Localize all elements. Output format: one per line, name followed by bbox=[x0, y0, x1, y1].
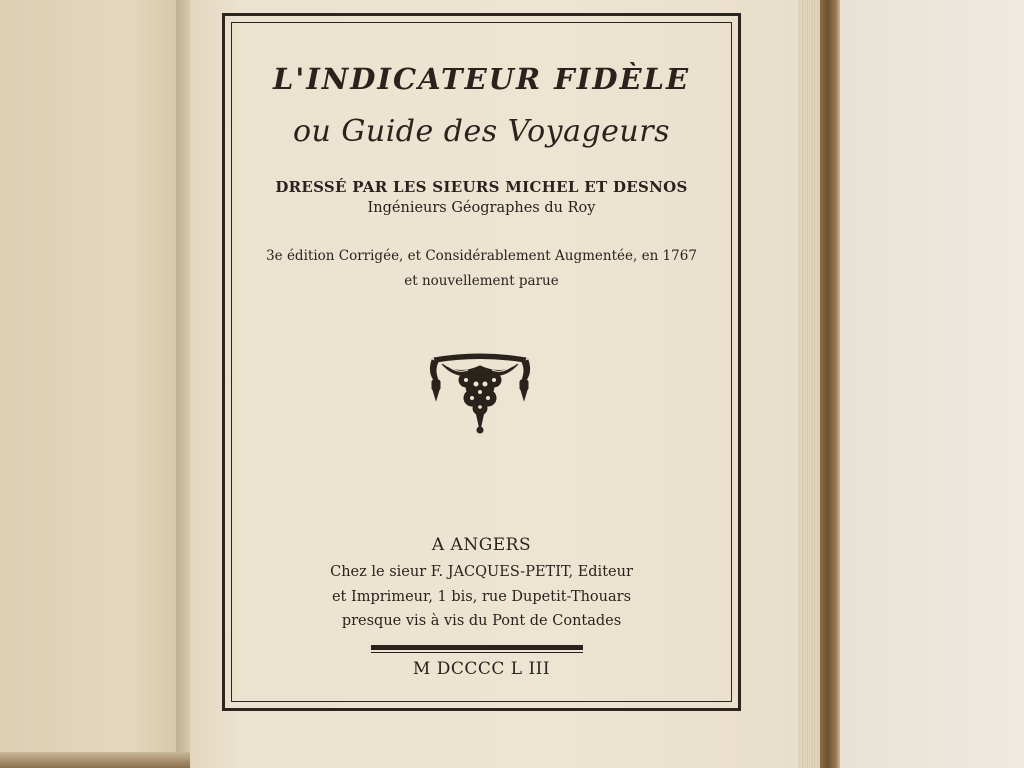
authors-line: DRESSÉ PAR LES SIEURS MICHEL ET DESNOS bbox=[275, 178, 688, 196]
authors-role: Ingénieurs Géographes du Roy bbox=[367, 200, 596, 216]
table-surface bbox=[840, 0, 1024, 768]
divider-rule bbox=[371, 645, 583, 650]
edition-line: 3e édition Corrigée, et Considérablement Augmentée, en 1767 bbox=[266, 248, 697, 264]
publisher-location: presque vis à vis du Pont de Contades bbox=[341, 613, 622, 629]
publication-place: A ANGERS bbox=[431, 535, 532, 555]
publication-year: M DCCCC L III bbox=[412, 659, 551, 679]
publisher-line: Chez le sieur F. JACQUES-PETIT, Editeur bbox=[330, 564, 633, 580]
edition-line-continued: et nouvellement parue bbox=[404, 273, 559, 289]
page-edges bbox=[798, 0, 820, 768]
divider-rule-thin bbox=[371, 652, 583, 653]
book-cover-edge bbox=[820, 0, 840, 768]
book-title: L'INDICATEUR FIDÈLE bbox=[272, 62, 691, 96]
book-subtitle: ou Guide des Voyageurs bbox=[292, 114, 670, 149]
book-cover-bottom bbox=[0, 752, 190, 768]
floral-vignette-icon bbox=[428, 350, 532, 434]
left-page bbox=[0, 0, 184, 768]
publisher-address: et Imprimeur, 1 bis, rue Dupetit-Thouars bbox=[331, 589, 632, 605]
